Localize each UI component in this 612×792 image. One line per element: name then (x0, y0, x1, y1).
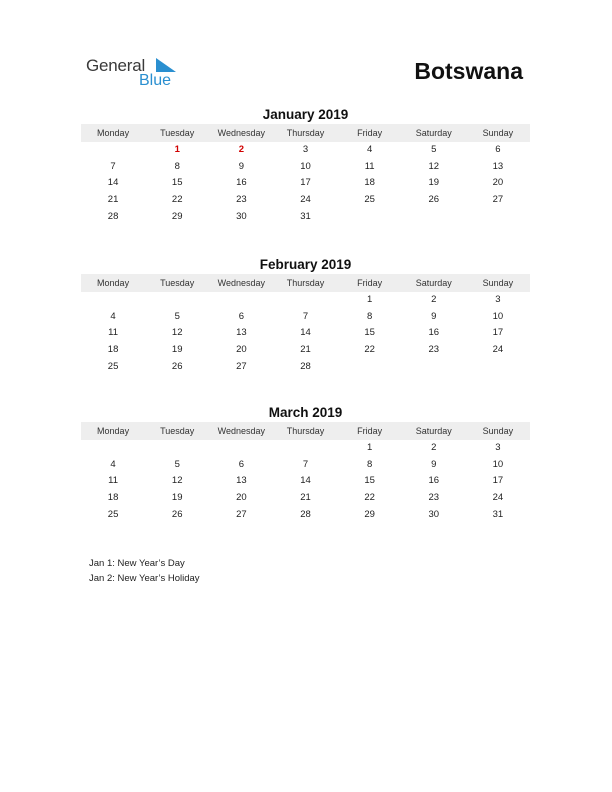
country-title: Botswana (414, 58, 523, 84)
day-cell: 9 (238, 160, 244, 172)
logo-flag-icon (156, 58, 176, 72)
week-row (81, 440, 530, 457)
day-cell: 22 (364, 492, 375, 504)
day-cell: 1 (366, 442, 373, 453)
weekday-label: Friday (357, 128, 383, 138)
day-cell (209, 440, 273, 457)
day-cell (81, 292, 145, 309)
month-calendar (81, 106, 530, 225)
day-cell: 21 (300, 492, 311, 504)
weekday-header (81, 124, 530, 142)
day-cell (338, 359, 402, 376)
weekday-label: Sunday (482, 128, 514, 138)
day-cell: 14 (107, 177, 119, 189)
day-cell: 3 (495, 442, 501, 453)
weekday-label: Wednesday (217, 278, 266, 288)
weekday-label: Wednesday (217, 426, 266, 436)
week-row (81, 175, 530, 192)
day-cell: 10 (492, 458, 504, 470)
day-cell: 16 (236, 177, 247, 189)
weekday-label: Tuesday (160, 426, 195, 436)
day-cell: 26 (171, 360, 183, 372)
day-cell (466, 209, 530, 226)
day-cell: 29 (364, 508, 375, 520)
day-cell: 21 (300, 344, 311, 356)
day-cell: 18 (107, 492, 119, 504)
day-cell: 8 (174, 160, 180, 172)
holiday-note: Jan 1: New Year’s Day (89, 558, 185, 569)
day-cell (81, 142, 145, 159)
month-title: February 2019 (259, 257, 352, 272)
weekday-label: Saturday (415, 426, 452, 436)
day-cell: 21 (107, 194, 119, 206)
day-cell: 6 (495, 144, 501, 155)
day-cell: 11 (108, 475, 118, 487)
week-row (81, 325, 530, 342)
day-cell: 16 (428, 475, 440, 487)
day-cell: 25 (364, 194, 375, 206)
weekday-header (81, 422, 530, 440)
day-cell: 7 (302, 310, 309, 322)
day-cell: 12 (171, 327, 183, 339)
day-cell: 15 (171, 177, 183, 189)
holiday-day-cell: 1 (174, 144, 180, 155)
day-cell: 31 (300, 210, 311, 222)
weekday-label: Monday (97, 426, 130, 436)
day-cell (402, 359, 466, 376)
day-cell: 4 (110, 458, 116, 470)
day-cell: 10 (300, 160, 311, 172)
weekday-label: Sunday (482, 426, 514, 436)
day-cell: 12 (428, 160, 440, 172)
weekday-header (81, 274, 530, 292)
day-cell: 5 (431, 144, 437, 155)
logo-blue-text: Blue (139, 72, 172, 89)
day-cell: 23 (236, 194, 247, 206)
day-cell: 13 (492, 160, 504, 172)
day-cell: 16 (428, 327, 440, 339)
weekday-label: Monday (97, 128, 130, 138)
day-cell: 20 (236, 344, 247, 356)
day-cell: 7 (110, 160, 116, 172)
weekday-label: Sunday (482, 278, 514, 288)
day-cell (81, 440, 145, 457)
day-cell: 19 (171, 344, 183, 356)
weekday-label: Tuesday (160, 128, 195, 138)
day-cell: 4 (366, 144, 373, 155)
week-row (81, 473, 530, 490)
day-cell (209, 292, 273, 309)
weekday-label: Thursday (286, 278, 325, 288)
day-cell: 24 (492, 344, 504, 356)
day-cell (338, 209, 402, 226)
weekday-label: Monday (97, 278, 130, 288)
day-cell: 2 (431, 294, 437, 305)
day-cell: 20 (236, 492, 247, 504)
weekday-label: Thursday (286, 426, 325, 436)
day-cell: 5 (174, 310, 180, 322)
day-cell: 19 (428, 177, 440, 189)
day-cell: 9 (431, 458, 437, 470)
day-cell: 22 (171, 194, 183, 206)
weekday-label: Saturday (415, 278, 452, 288)
day-cell: 3 (302, 144, 309, 155)
day-cell: 17 (492, 327, 504, 339)
day-cell (273, 292, 337, 309)
holiday-day-cell: 2 (238, 144, 244, 155)
day-cell: 7 (302, 458, 309, 470)
month-calendar (81, 404, 530, 523)
day-cell: 8 (366, 458, 373, 470)
month-title: January 2019 (262, 107, 349, 122)
day-cell: 23 (428, 492, 440, 504)
logo-general-text: General (86, 56, 146, 75)
week-row (81, 292, 530, 309)
day-cell: 22 (364, 344, 375, 356)
weekday-label: Friday (357, 278, 383, 288)
month-calendar (81, 256, 530, 375)
day-cell: 4 (110, 310, 116, 322)
day-cell: 23 (428, 344, 440, 356)
week-row (81, 507, 530, 524)
weekday-label: Friday (357, 426, 383, 436)
day-cell: 2 (431, 442, 437, 453)
day-cell: 11 (108, 327, 118, 339)
day-cell: 18 (364, 177, 375, 189)
week-row (81, 490, 530, 507)
day-cell: 13 (236, 475, 247, 487)
day-cell: 6 (238, 458, 244, 470)
day-cell: 26 (428, 194, 440, 206)
day-cell: 14 (300, 327, 311, 339)
day-cell: 8 (366, 310, 373, 322)
day-cell (402, 209, 466, 226)
week-row (81, 342, 530, 359)
day-cell: 25 (107, 360, 119, 372)
day-cell: 28 (300, 508, 311, 520)
day-cell: 17 (492, 475, 504, 487)
day-cell: 24 (492, 492, 504, 504)
day-cell: 31 (492, 508, 504, 520)
day-cell: 19 (171, 492, 183, 504)
weekday-label: Thursday (286, 128, 325, 138)
week-row (81, 192, 530, 209)
week-row (81, 142, 530, 159)
holiday-notes (89, 556, 200, 586)
day-cell: 6 (238, 310, 244, 322)
week-row (81, 209, 530, 226)
weekday-label: Tuesday (160, 278, 195, 288)
week-row (81, 359, 530, 376)
day-cell: 15 (364, 327, 375, 339)
day-cell: 27 (236, 508, 247, 520)
weekday-label: Wednesday (217, 128, 266, 138)
day-cell: 17 (300, 177, 311, 189)
day-cell: 27 (492, 194, 504, 206)
month-title: March 2019 (268, 405, 343, 420)
day-cell: 14 (300, 475, 311, 487)
holiday-note: Jan 2: New Year’s Holiday (89, 573, 200, 584)
day-cell: 10 (492, 310, 504, 322)
day-cell (466, 359, 530, 376)
day-cell: 24 (300, 194, 311, 206)
week-row (81, 309, 530, 326)
week-row (81, 159, 530, 176)
day-cell: 27 (236, 360, 247, 372)
day-cell: 18 (107, 344, 119, 356)
day-cell: 12 (171, 475, 183, 487)
day-cell (145, 292, 209, 309)
day-cell: 1 (366, 294, 373, 305)
day-cell: 11 (364, 160, 375, 172)
day-cell: 3 (495, 294, 501, 305)
week-row (81, 457, 530, 474)
day-cell: 30 (236, 210, 247, 222)
day-cell: 25 (107, 508, 119, 520)
day-cell (145, 440, 209, 457)
day-cell: 13 (236, 327, 247, 339)
day-cell: 15 (364, 475, 375, 487)
day-cell: 26 (171, 508, 183, 520)
day-cell: 20 (492, 177, 504, 189)
day-cell: 28 (107, 210, 119, 222)
day-cell: 29 (171, 210, 183, 222)
day-cell: 9 (431, 310, 437, 322)
weekday-label: Saturday (415, 128, 452, 138)
day-cell: 30 (428, 508, 440, 520)
generalblue-logo (86, 56, 196, 92)
day-cell: 28 (300, 360, 311, 372)
day-cell: 5 (174, 458, 180, 470)
day-cell (273, 440, 337, 457)
